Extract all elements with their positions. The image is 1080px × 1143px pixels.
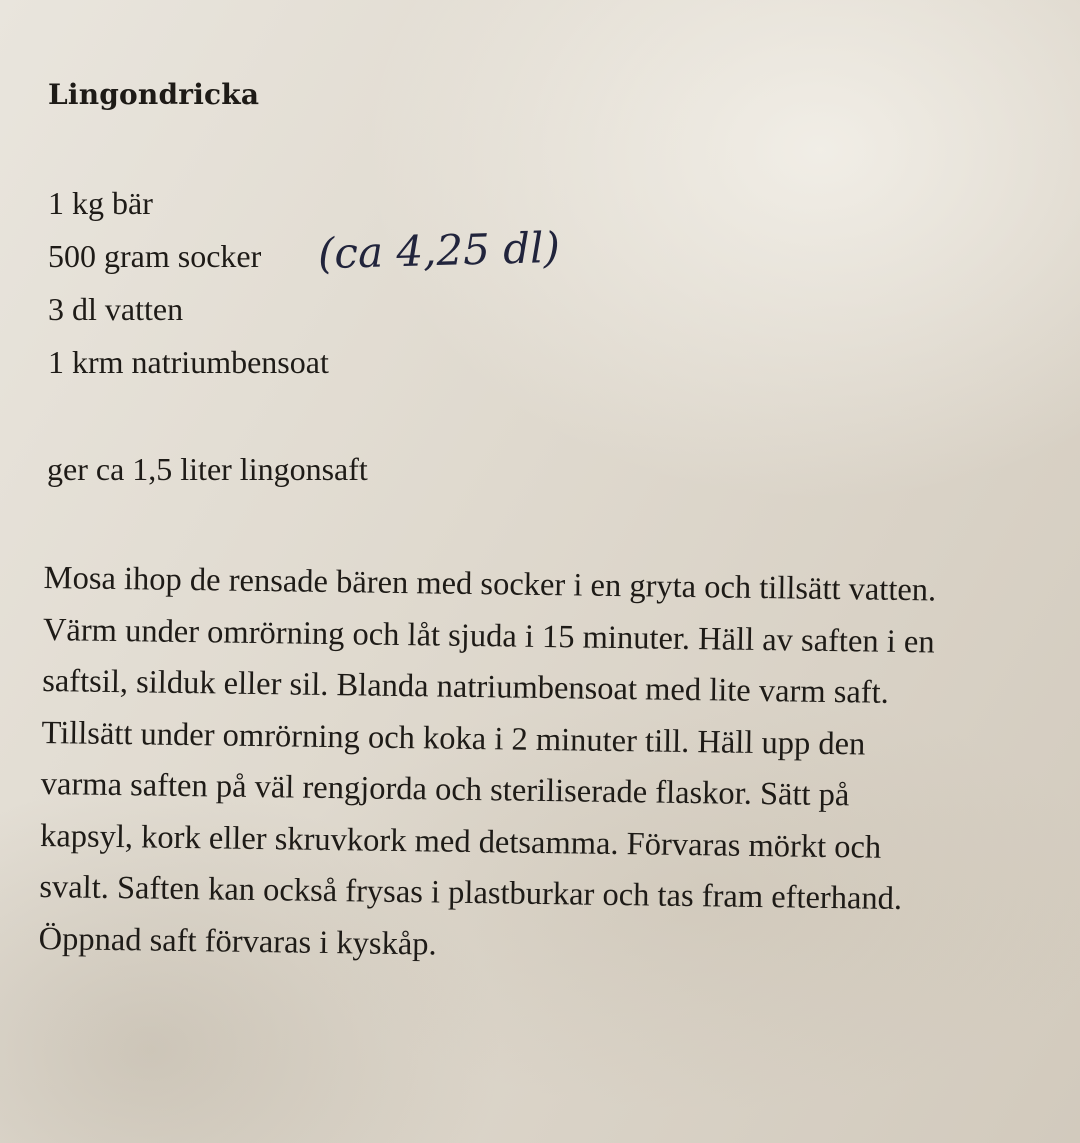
- recipe-title: Lingondricka: [48, 78, 260, 111]
- ingredient-item: 1 kg bär: [48, 185, 153, 221]
- instructions-paragraph: [38, 556, 1054, 982]
- yield-text: ger ca 1,5 liter lingonsaft: [47, 451, 368, 487]
- instruction-line: Öppnad saft förvaras i kyskåp.: [38, 920, 437, 963]
- instruction-line: saftsil, silduk eller sil. Blanda natriumbensoat med lite varm saft.: [42, 662, 890, 711]
- instruction-line: Tillsätt under omrörning och koka i 2 minuter till. Häll upp den: [41, 714, 866, 762]
- ingredient-item: 1 krm natriumbensoat: [48, 344, 329, 380]
- instruction-line: kapsyl, kork eller skruvkork med detsamma. Förvaras mörkt och: [39, 817, 882, 866]
- ingredient-list: [48, 182, 329, 394]
- instruction-line: Mosa ihop de rensade bären med socker i en gryta och tillsätt vatten.: [43, 559, 937, 609]
- instruction-line: varma saften på väl rengjorda och steriliserade flaskor. Sätt på: [40, 765, 850, 814]
- instruction-line: Värm under omrörning och låt sjuda i 15 minuter. Häll av saften i en: [42, 611, 935, 660]
- handwritten-note: (ca 4,25 dl): [317, 222, 561, 279]
- ingredient-item: 500 gram socker: [48, 238, 262, 274]
- ingredient-item: 3 dl vatten: [48, 291, 184, 327]
- instruction-line: svalt. Saften kan också frysas i plastburkar och tas fram efterhand.: [39, 868, 903, 918]
